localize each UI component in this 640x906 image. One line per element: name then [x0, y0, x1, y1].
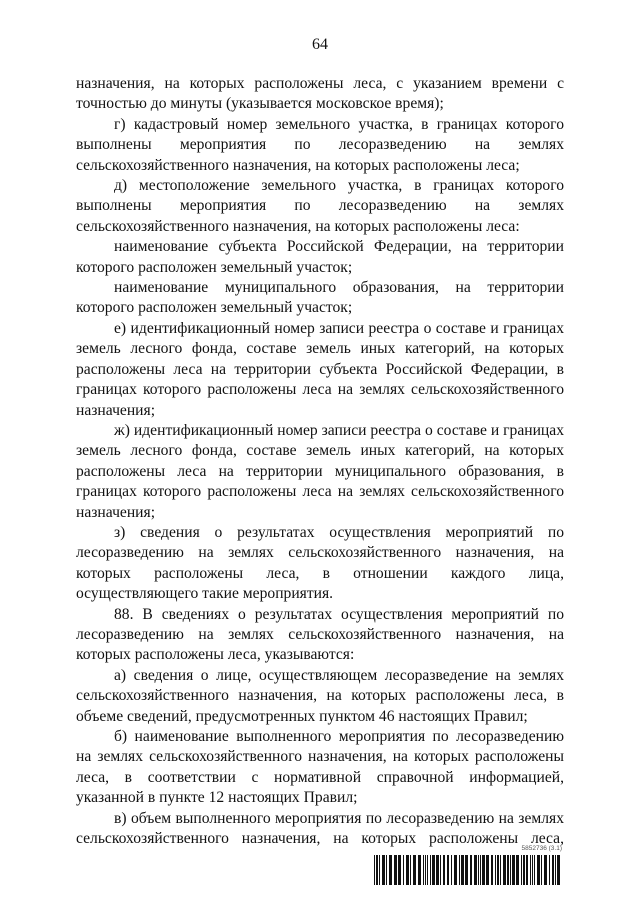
paragraph-municipality-name: наименование муниципального образования, на территории которого расположен земельный участок;	[76, 279, 564, 317]
barcode	[374, 845, 562, 885]
paragraph-item-v: в) объем выполненного мероприятия по лесоразведению на землях сельскохозяйственного назначения, на которых расположены леса,	[76, 809, 564, 848]
paragraph-item-e: е) идентификационный номер записи реестра о составе и границах земель лесного фонда, составе земель иных категорий, на которых расположены леса на территории субъекта Российской Федерации, в границах которого расположены леса на землях сельскохозяйственного назначения;	[76, 319, 564, 419]
document-body	[76, 74, 564, 849]
paragraph-subject-name: наименование субъекта Российской Федерации, на территории которого расположен земельный участок;	[76, 238, 564, 276]
paragraph-item-b: б) наименование выполненного мероприятия по лесоразведению на землях сельскохозяйственного назначения, на которых расположены леса, в соответствии с нормативной справочной информацией, указанной в пункте 12 настоящих Правил;	[76, 728, 564, 807]
paragraph-88: 88. В сведениях о результатах осуществления мероприятий по лесоразведению на землях сельскохозяйственного назначения, на которых расположены леса, указываются:	[76, 605, 564, 664]
page-number: 64	[312, 36, 328, 53]
paragraph-item-d: д) местоположение земельного участка, в границах которого выполнены мероприятия по лесоразведению на землях сельскохозяйственного назначения, на которых расположены леса:	[76, 177, 564, 235]
paragraph-continuation: назначения, на которых расположены леса, с указанием времени с точностью до минуты (указывается московское время);	[76, 75, 564, 113]
paragraph-item-g: г) кадастровый номер земельного участка, в границах которого выполнены мероприятия по лесоразведению на землях сельскохозяйственного назначения, на которых расположены леса;	[76, 115, 564, 174]
barcode-id: 5852736 (3.1)	[521, 845, 562, 852]
paragraph-item-zh: ж) идентификационный номер записи реестра о составе и границах земель лесного фонда, составе земель иных категорий, на которых расположены леса на территории муниципального образования, в границах которого расположены леса на землях сельскохозяйственного назначения;	[76, 421, 564, 521]
paragraph-item-z: з) сведения о результатах осуществления мероприятий по лесоразведению на землях сельскохозяйственного назначения, на которых расположены леса, в отношении каждого лица, осуществляющего такие мероприятия.	[76, 523, 564, 603]
paragraph-item-a: а) сведения о лице, осуществляющем лесоразведение на землях сельскохозяйственного назначения, на которых расположены леса, в объеме сведений, предусмотренных пунктом 46 настоящих Правил;	[76, 666, 564, 725]
barcode-bars	[374, 855, 562, 885]
